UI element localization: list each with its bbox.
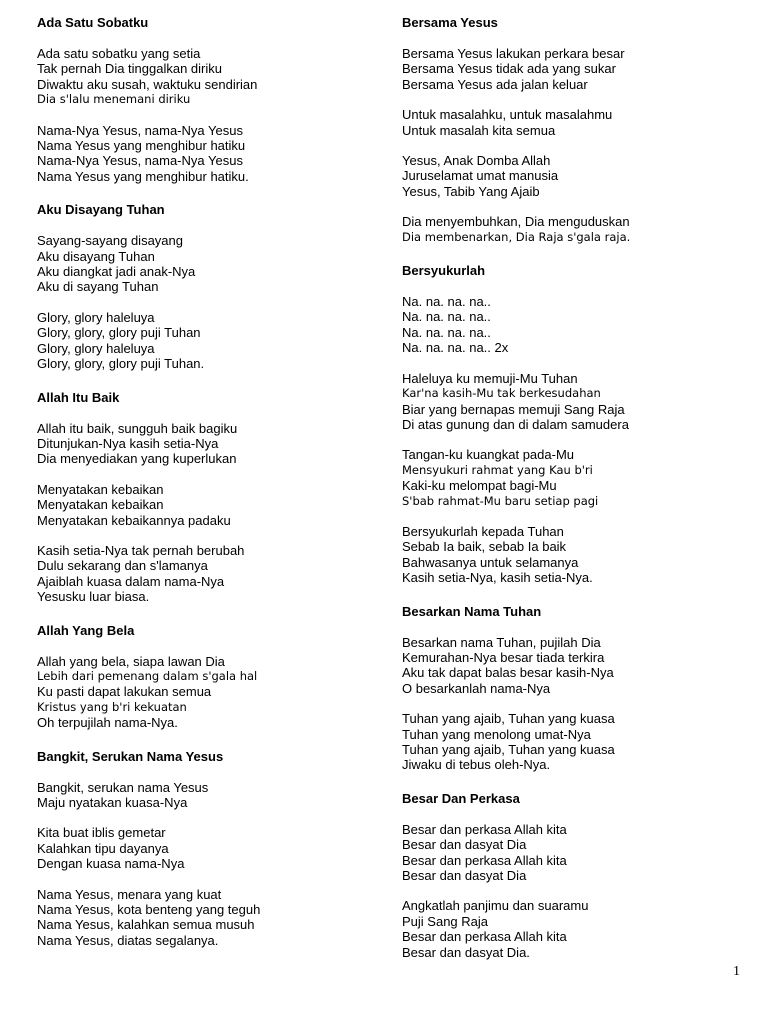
lyric-line: Besar dan dasyat Dia [402, 868, 527, 884]
lyric-line: Tuhan yang ajaib, Tuhan yang kuasa [402, 711, 615, 727]
song-title: Ada Satu Sobatku [37, 15, 149, 30]
song-ada-satu-sobatku [37, 14, 377, 184]
stanza [402, 153, 742, 199]
lyric-line: Untuk masalah kita semua [402, 122, 556, 138]
lyric-line: Maju nyatakan kuasa-Nya [37, 795, 188, 810]
lyric-line: Sebab Ia baik, sebab Ia baik [402, 539, 567, 555]
right-column [402, 14, 742, 977]
stanza [37, 233, 377, 295]
lyric-line: Ada satu sobatku yang setia [37, 46, 201, 61]
lyric-line: Lebih dari pemenang dalam s'gala hal [37, 668, 258, 683]
lyric-line: Besar dan dasyat Dia [402, 837, 527, 853]
lyric-line: Glory, glory haleluya [37, 340, 155, 356]
stanza [37, 421, 377, 467]
lyric-line: Dia menyembuhkan, Dia menguduskan [402, 214, 630, 230]
lyric-line: Besar dan dasyat Dia. [402, 944, 530, 960]
song-title: Bersama Yesus [402, 15, 498, 30]
stanza [402, 294, 742, 356]
lyric-line: Ku pasti dapat lakukan semua [37, 684, 212, 700]
lyric-line: Tuhan yang ajaib, Tuhan yang kuasa [402, 742, 615, 757]
song-besar-dan-perkasa [402, 790, 742, 960]
lyric-line: Bahwasanya untuk selamanya [402, 554, 579, 570]
lyric-line: Haleluya ku memuji-Mu Tuhan [402, 370, 578, 386]
stanza [37, 310, 377, 372]
song-title: Allah Yang Bela [37, 622, 135, 638]
lyric-line: Na. na. na. na.. [402, 294, 491, 310]
lyric-line: Puji Sang Raja [402, 913, 488, 929]
lyric-line: Di atas gunung dan di dalam samudera [402, 416, 629, 432]
lyric-line: Kar'na kasih-Mu tak berkesudahan [402, 386, 601, 401]
lyric-line: Aku diangkat jadi anak-Nya [37, 264, 196, 280]
lyric-line: Menyatakan kebaikannya padaku [37, 512, 231, 528]
lyric-line: Kasih setia-Nya, kasih setia-Nya. [402, 570, 593, 586]
lyric-line: Bersama Yesus tidak ada yang sukar [402, 61, 616, 77]
stanza [37, 46, 377, 108]
left-column [37, 14, 377, 965]
lyric-line: Dia s'lalu menemani diriku [37, 92, 191, 107]
lyric-line: Kristus yang b'ri kekuatan [37, 699, 187, 714]
lyric-line: Tak pernah Dia tinggalkan diriku [37, 61, 222, 77]
lyric-line: Na. na. na. na.. [402, 309, 491, 325]
lyric-line: Bersyukurlah kepada Tuhan [402, 523, 564, 539]
stanza [37, 887, 377, 949]
lyric-line: Nama-Nya Yesus, nama-Nya Yesus [37, 122, 243, 138]
lyric-line: O besarkanlah nama-Nya [402, 680, 551, 696]
song-allah-itu-baik [37, 389, 377, 605]
song-aku-disayang-tuhan [37, 201, 377, 371]
lyric-line: Tuhan yang menolong umat-Nya [402, 726, 591, 742]
song-besarkan-nama-tuhan [402, 603, 742, 773]
lyric-line: Untuk masalahku, untuk masalahmu [402, 107, 613, 123]
song-title: Besar Dan Perkasa [402, 790, 520, 806]
lyric-line: Nama-Nya Yesus, nama-Nya Yesus [37, 153, 243, 169]
song-allah-yang-bela [37, 622, 377, 731]
lyric-line: Mensyukuri rahmat yang Kau b'ri [402, 462, 593, 477]
stanza [402, 711, 742, 773]
lyric-line: Dia menyediakan yang kuperlukan [37, 451, 237, 467]
lyric-line: Dulu sekarang dan s'lamanya [37, 558, 208, 574]
lyric-line: Menyatakan kebaikan [37, 481, 164, 497]
stanza [402, 371, 742, 433]
stanza [402, 214, 742, 245]
lyric-line: Nama Yesus, kalahkan semua musuh [37, 917, 255, 933]
stanza [402, 822, 742, 884]
song-title: Aku Disayang Tuhan [37, 202, 165, 218]
lyric-line: Juruselamat umat manusia [402, 168, 559, 184]
lyric-line: Aku tak dapat balas besar kasih-Nya [402, 665, 614, 681]
lyric-line: Glory, glory haleluya [37, 309, 155, 325]
stanza [37, 543, 377, 605]
lyric-line: Kaki-ku melompat bagi-Mu [402, 478, 557, 494]
lyric-line: Diwaktu aku susah, waktuku sendirian [37, 76, 258, 92]
lyric-line: Glory, glory, glory puji Tuhan. [37, 356, 205, 372]
lyric-line: Nama Yesus, menara yang kuat [37, 886, 222, 902]
stanza [37, 123, 377, 185]
song-bangkit-serukan-nama-yesus [37, 748, 377, 949]
lyric-line: Angkatlah panjimu dan suaramu [402, 898, 589, 914]
lyric-line: Dengan kuasa nama-Nya [37, 856, 185, 872]
lyric-line: Sayang-sayang disayang [37, 233, 183, 249]
song-bersama-yesus [402, 14, 742, 245]
song-bersyukurlah [402, 262, 742, 586]
song-title: Bersyukurlah [402, 263, 486, 279]
stanza [37, 482, 377, 528]
stanza [37, 780, 377, 811]
lyric-line: Besar dan perkasa Allah kita [402, 821, 567, 837]
lyric-line: Bangkit, serukan nama Yesus [37, 779, 209, 795]
lyric-line: Menyatakan kebaikan [37, 497, 164, 513]
lyric-line: Bersama Yesus ada jalan keluar [402, 76, 588, 92]
lyric-line: Bersama Yesus lakukan perkara besar [402, 46, 625, 61]
lyric-line: Nama Yesus yang menghibur hatiku. [37, 168, 249, 184]
lyric-line: Allah yang bela, siapa lawan Dia [37, 653, 225, 669]
lyric-line: Kalahkan tipu dayanya [37, 840, 169, 856]
lyric-line: Kasih setia-Nya tak pernah berubah [37, 542, 245, 558]
lyric-line: Nama Yesus yang menghibur hatiku [37, 138, 246, 154]
lyric-line: Kemurahan-Nya besar tiada terkira [402, 649, 605, 665]
stanza [37, 825, 377, 871]
stanza [402, 46, 742, 92]
lyric-line: Dia membenarkan, Dia Raja s'gala raja. [402, 229, 631, 244]
stanza [37, 654, 377, 731]
lyric-line: Yesusku luar biasa. [37, 589, 150, 605]
lyric-line: Jiwaku di tebus oleh-Nya. [402, 757, 551, 773]
page-number: 1 [733, 964, 740, 979]
lyric-line: Nama Yesus, kota benteng yang teguh [37, 902, 261, 918]
song-title: Allah Itu Baik [37, 389, 120, 405]
lyric-line: Besar dan perkasa Allah kita [402, 852, 567, 868]
lyric-line: S'bab rahmat-Mu baru setiap pagi [402, 493, 599, 508]
lyric-line: Besarkan nama Tuhan, pujilah Dia [402, 634, 601, 650]
stanza [402, 898, 742, 960]
lyric-line: Besar dan perkasa Allah kita [402, 929, 567, 945]
lyric-line: Glory, glory, glory puji Tuhan [37, 325, 201, 341]
stanza [402, 524, 742, 586]
stanza [402, 107, 742, 138]
lyric-line: Oh terpujilah nama-Nya. [37, 715, 178, 731]
lyric-line: Allah itu baik, sungguh baik bagiku [37, 420, 238, 436]
lyric-line: Tangan-ku kuangkat pada-Mu [402, 447, 575, 463]
lyric-line: Yesus, Anak Domba Allah [402, 153, 551, 169]
lyric-line: Ajaiblah kuasa dalam nama-Nya [37, 573, 225, 589]
lyric-line: Na. na. na. na.. 2x [402, 340, 509, 356]
lyric-line: Yesus, Tabib Yang Ajaib [402, 183, 540, 199]
lyric-line: Biar yang bernapas memuji Sang Raja [402, 401, 625, 417]
song-title: Bangkit, Serukan Nama Yesus [37, 748, 224, 764]
lyric-line: Kita buat iblis gemetar [37, 825, 166, 841]
lyric-line: Nama Yesus, diatas segalanya. [37, 932, 219, 948]
lyric-line: Aku disayang Tuhan [37, 248, 155, 264]
stanza [402, 635, 742, 697]
lyric-line: Aku di sayang Tuhan [37, 279, 159, 295]
stanza [402, 447, 742, 509]
lyric-line: Na. na. na. na.. [402, 324, 491, 340]
song-title: Besarkan Nama Tuhan [402, 603, 542, 619]
lyric-line: Ditunjukan-Nya kasih setia-Nya [37, 435, 219, 451]
